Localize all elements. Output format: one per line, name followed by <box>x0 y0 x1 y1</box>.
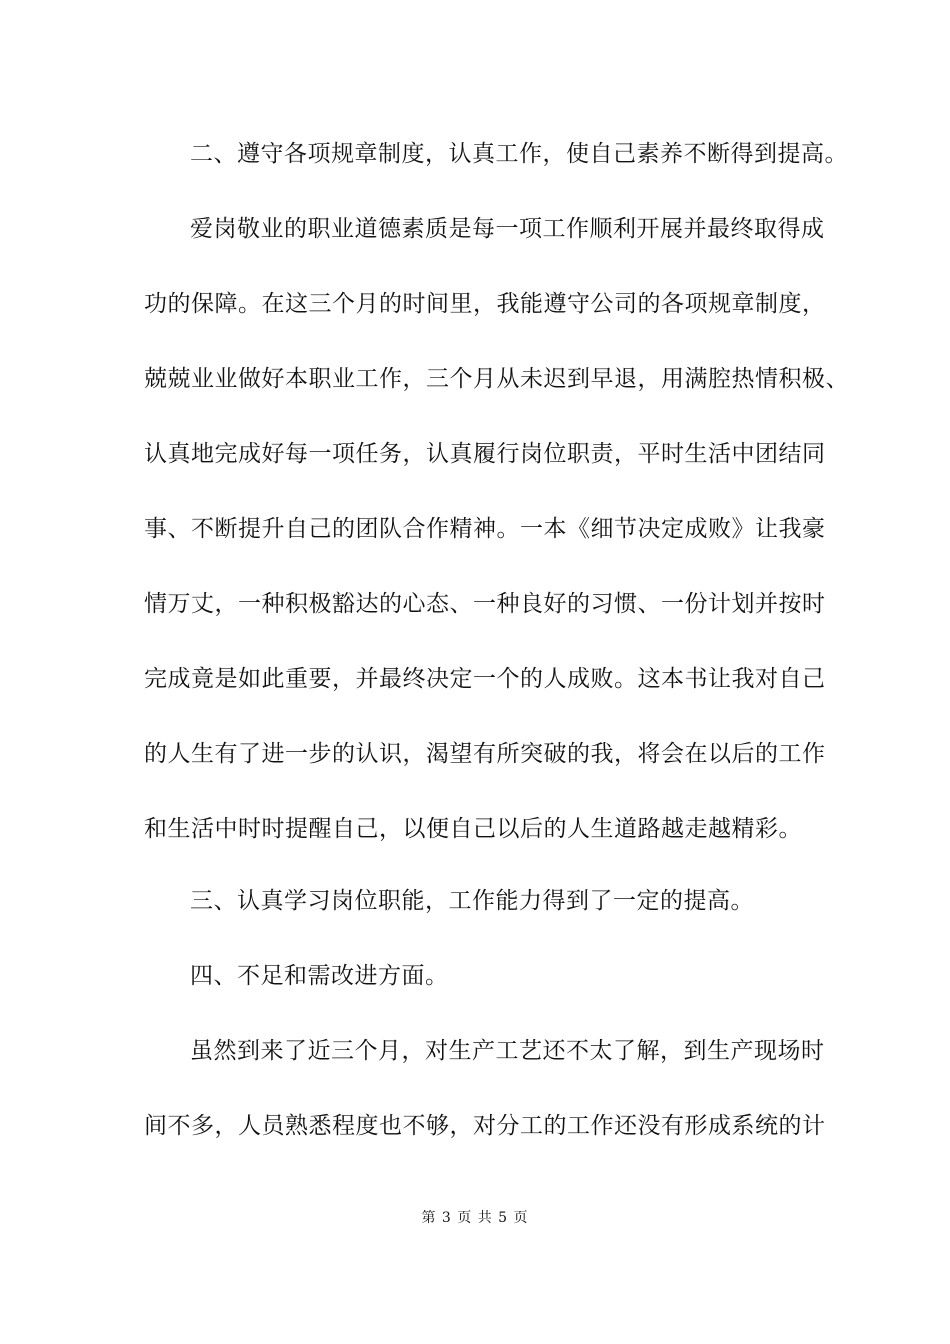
paragraph-2-line-5: 事、不断提升自己的团队合作精神。一本《细节决定成败》让我豪 <box>144 516 826 542</box>
paragraph-2-line-3: 兢兢业业做好本职业工作，三个月从未迟到早退，用满腔热情积极、 <box>144 366 849 392</box>
paragraph-2-line-8: 的人生有了进一步的认识，渴望有所突破的我，将会在以后的工作 <box>144 741 826 767</box>
paragraph-5-line-2: 间不多，人员熟悉程度也不够，对分工的工作还没有形成系统的计 <box>144 1113 826 1139</box>
paragraph-2-line-7: 完成竟是如此重要，并最终决定一个的人成败。这本书让我对自己 <box>144 666 826 692</box>
paragraph-3-line-1: 三、认真学习岗位职能，工作能力得到了一定的提高。 <box>190 888 754 914</box>
paragraph-2-line-9: 和生活中时时提醒自己，以便自己以后的人生道路越走越精彩。 <box>144 816 802 842</box>
paragraph-2-line-6: 情万丈，一种积极豁达的心态、一种良好的习惯、一份计划并按时 <box>144 591 826 617</box>
page-number-footer: 第 3 页 共 5 页 <box>421 1210 529 1226</box>
paragraph-2-line-1: 爱岗敬业的职业道德素质是每一项工作顺利开展并最终取得成 <box>190 216 825 242</box>
paragraph-2-line-4: 认真地完成好每一项任务，认真履行岗位职责，平时生活中团结同 <box>144 441 826 467</box>
paragraph-1-line-1: 二、遵守各项规章制度，认真工作，使自己素养不断得到提高。 <box>190 141 848 167</box>
paragraph-5-line-1: 虽然到来了近三个月，对生产工艺还不太了解，到生产现场时 <box>190 1038 825 1064</box>
paragraph-2-line-2: 功的保障。在这三个月的时间里，我能遵守公司的各项规章制度， <box>144 291 826 317</box>
paragraph-4-line-1: 四、不足和需改进方面。 <box>190 963 449 989</box>
